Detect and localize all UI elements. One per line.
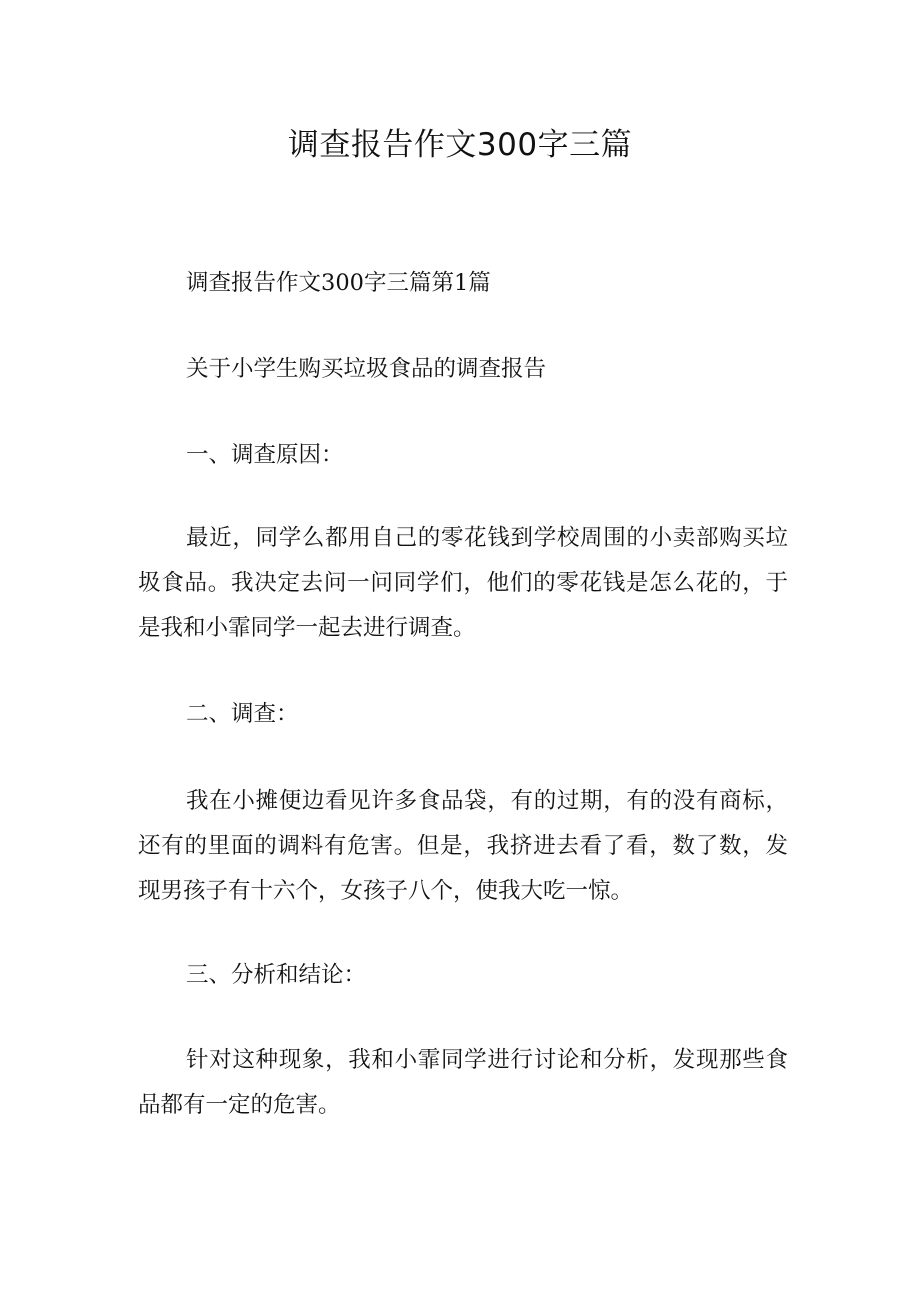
- paragraph-reason: 最近，同学么都用自己的零花钱到学校周围的小卖部购买垃圾食品。我决定去问一问同学们，他们的零花钱是怎么花的，于是我和小霏同学一起去进行调查。: [138, 525, 788, 641]
- section-heading-analysis: 三、分析和结论：: [186, 962, 367, 988]
- paragraph-survey: 我在小摊便边看见许多食品袋，有的过期，有的没有商标，还有的里面的调料有危害。但是，我挤进去看了看，数了数，发现男孩子有十六个，女孩子八个，使我大吃一惊。: [138, 788, 788, 904]
- paragraph-analysis: 针对这种现象，我和小霏同学进行讨论和分析，发现那些食品都有一定的危害。: [138, 1047, 788, 1118]
- section-heading: 调查报告作文300字三篇第1篇: [186, 270, 491, 296]
- section-heading-reason: 一、调查原因：: [186, 442, 344, 468]
- report-subtitle: 关于小学生购买垃圾食品的调查报告: [186, 356, 547, 382]
- section-heading-survey: 二、调查：: [186, 701, 299, 727]
- document-title: 调查报告作文300字三篇: [287, 127, 633, 163]
